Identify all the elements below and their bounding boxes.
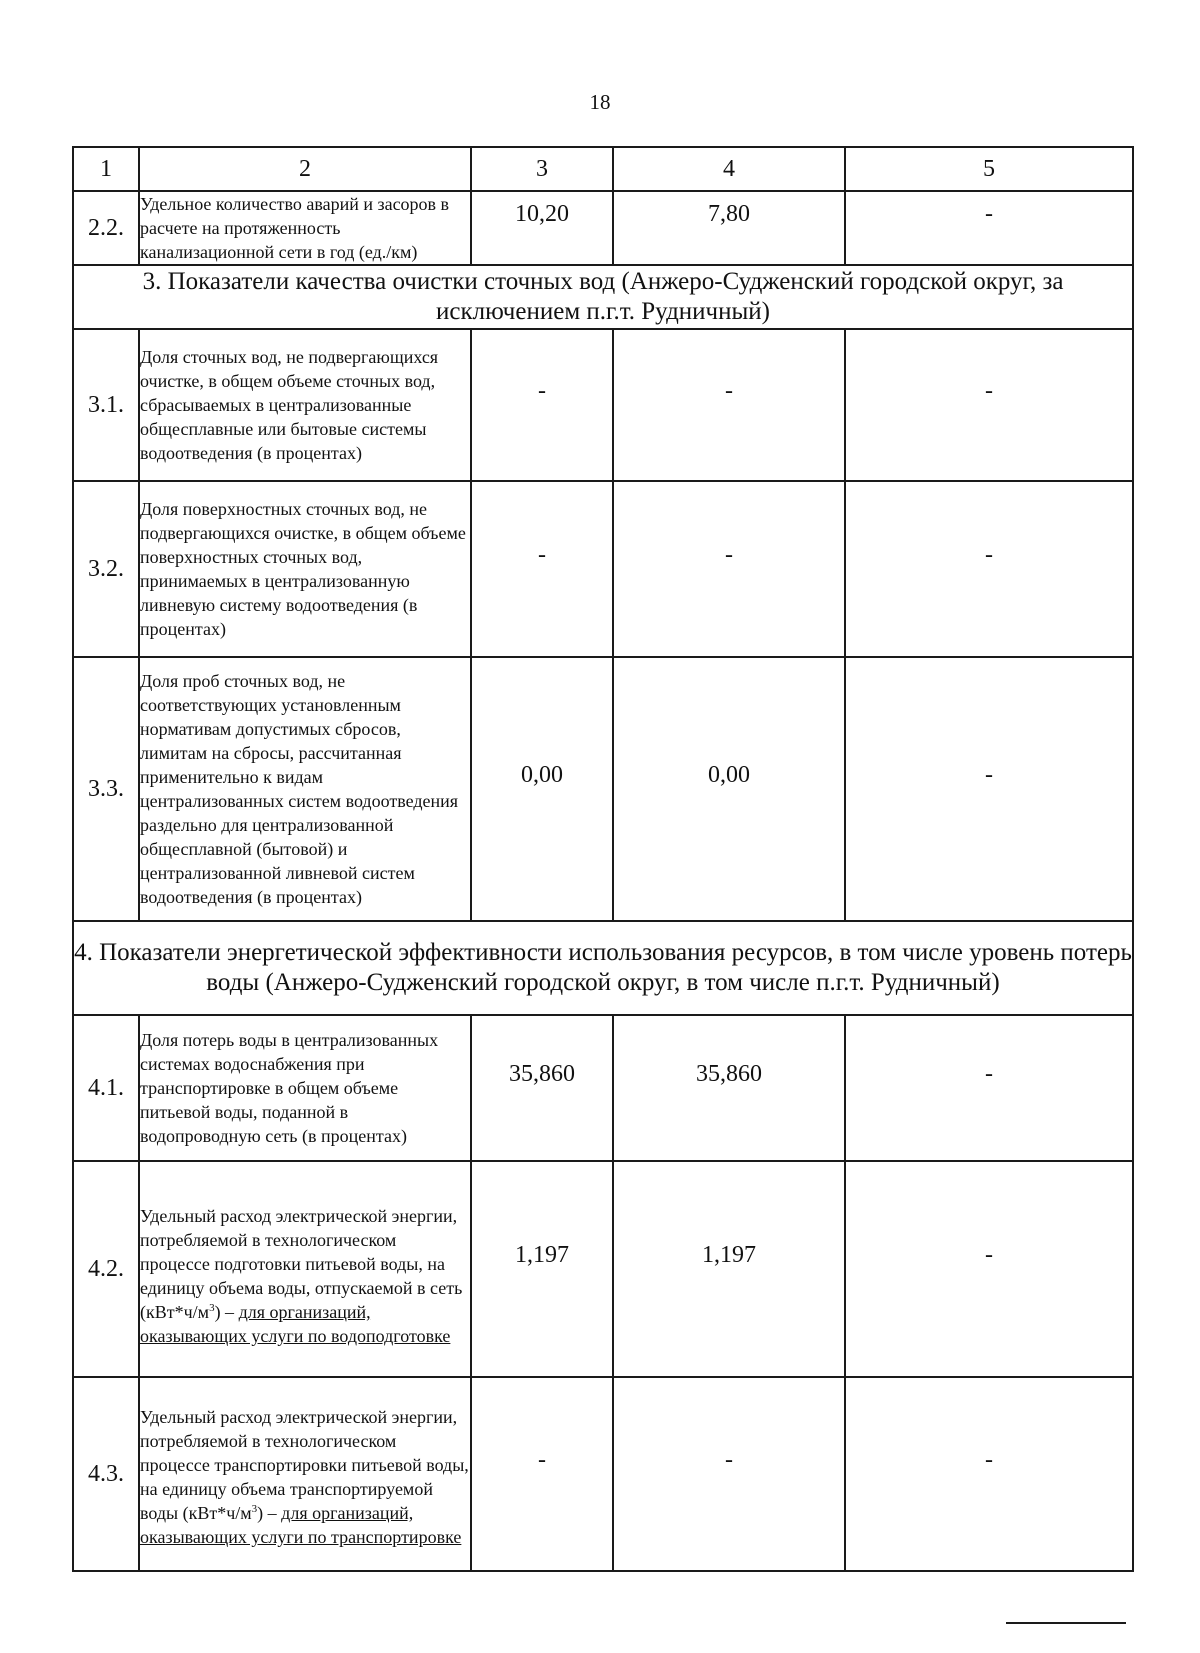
table-row: [73, 1015, 1133, 1161]
footer-divider: [1006, 1622, 1126, 1624]
table-row: [73, 1161, 1133, 1377]
indicators-table: [72, 146, 1134, 1572]
value-col3-text: 0,00: [521, 761, 563, 788]
column-header: 5: [845, 147, 1133, 191]
section-heading: 4. Показатели энергетической эффективности использования ресурсов, в том числе уровень потерь воды (Анжеро-Судженский городской округ, в том числе п.г.т. Рудничный): [73, 921, 1133, 1015]
table-row: [73, 329, 1133, 481]
value-col4: [613, 481, 845, 657]
indicator-text: Доля проб сточных вод, не соответствующих установленным нормативам допустимых сбросов, лимитам на сбросы, рассчитанная применительно к видам централизованных систем водоотведения раздельно для централизованной общесплавной (бытовой) и централизованной ливневой систем водоотведения (в процентах): [139, 657, 471, 921]
value-col4: [613, 1015, 845, 1161]
value-col3-text: 35,860: [509, 1060, 575, 1087]
value-col4: [613, 191, 845, 265]
value-col4-text: 1,197: [702, 1241, 756, 1268]
value-col4-text: -: [725, 377, 733, 404]
table-row: [73, 657, 1133, 921]
value-col3-text: -: [538, 541, 546, 568]
value-col5-text: -: [985, 200, 993, 227]
row-number: 2.2.: [73, 191, 139, 265]
value-col5-text: -: [985, 541, 993, 568]
table-header-row: [73, 147, 1133, 191]
row-number: 3.1.: [73, 329, 139, 481]
indicator-text: Доля потерь воды в централизованных системах водоснабжения при транспортировке в общем объеме питьевой воды, поданной в водопроводную сеть (в процентах): [139, 1015, 471, 1161]
value-col5-text: -: [985, 1241, 993, 1268]
section-row: [73, 921, 1133, 1015]
table-row: [73, 191, 1133, 265]
value-col3: [471, 657, 613, 921]
value-col4-text: -: [725, 541, 733, 568]
superscript-3: 3: [209, 1302, 215, 1314]
value-col4-text: 35,860: [696, 1060, 762, 1087]
table-row: [73, 1377, 1133, 1571]
value-col4: [613, 1161, 845, 1377]
value-col5: [845, 1015, 1133, 1161]
value-col3: [471, 481, 613, 657]
row-number: 3.3.: [73, 657, 139, 921]
column-header: 1: [73, 147, 139, 191]
value-col5-text: -: [985, 377, 993, 404]
row-number: 4.2.: [73, 1161, 139, 1377]
indicator-text-main: Удельный расход электрической энергии, потребляемой в технологическом процессе подготовки питьевой воды, на единицу объема воды, отпускаемой в сеть (кВт*ч/м: [140, 1206, 463, 1322]
value-col5-text: -: [985, 1446, 993, 1473]
value-col5: [845, 329, 1133, 481]
value-col3: [471, 1015, 613, 1161]
indicator-text: Доля сточных вод, не подвергающихся очистке, в общем объеме сточных вод, сбрасываемых в централизованные общесплавные или бытовые системы водоотведения (в процентах): [139, 329, 471, 481]
indicator-text: [139, 1377, 471, 1571]
section-row: [73, 265, 1133, 329]
table-row: [73, 481, 1133, 657]
value-col5-text: -: [985, 761, 993, 788]
indicator-text-after: ) –: [257, 1503, 282, 1523]
value-col3: [471, 191, 613, 265]
value-col4: [613, 1377, 845, 1571]
value-col4-text: 7,80: [708, 200, 750, 227]
indicator-text-underlined: для организаций, оказывающих услуги по водоподготовке: [140, 1302, 451, 1346]
indicator-text-main: Удельный расход электрической энергии, потребляемой в технологическом процессе транспортировки питьевой воды, на единицу объема транспортируемой воды (кВт*ч/м: [140, 1407, 469, 1523]
value-col3: [471, 1161, 613, 1377]
value-col3-text: 1,197: [515, 1241, 569, 1268]
superscript-3: 3: [251, 1503, 258, 1515]
value-col4-text: -: [725, 1446, 733, 1473]
indicator-text-after: ) –: [214, 1302, 239, 1322]
row-number: 3.2.: [73, 481, 139, 657]
value-col5: [845, 657, 1133, 921]
indicator-text: [139, 1161, 471, 1377]
indicator-text-underlined: для организаций, оказывающих услуги по транспортировке: [140, 1503, 462, 1547]
value-col5: [845, 481, 1133, 657]
value-col4: [613, 657, 845, 921]
value-col3: [471, 329, 613, 481]
value-col3: [471, 1377, 613, 1571]
column-header: 3: [471, 147, 613, 191]
value-col4-text: 0,00: [708, 761, 750, 788]
page-number: 18: [589, 90, 611, 114]
value-col3-text: -: [538, 1446, 546, 1473]
indicator-text: Удельное количество аварий и засоров в расчете на протяженность канализационной сети в год (ед./км): [139, 191, 471, 265]
indicator-text: Доля поверхностных сточных вод, не подвергающихся очистке, в общем объеме поверхностных сточных вод, принимаемых в централизованную ливневую систему водоотведения (в процентах): [139, 481, 471, 657]
value-col5: [845, 1377, 1133, 1571]
row-number: 4.3.: [73, 1377, 139, 1571]
value-col3-text: -: [538, 377, 546, 404]
column-header: 2: [139, 147, 471, 191]
column-header: 4: [613, 147, 845, 191]
value-col5: [845, 1161, 1133, 1377]
value-col3-text: 10,20: [515, 200, 569, 227]
value-col5: [845, 191, 1133, 265]
section-heading: 3. Показатели качества очистки сточных вод (Анжеро-Судженский городской округ, за исключением п.г.т. Рудничный): [73, 265, 1133, 329]
value-col5-text: -: [985, 1060, 993, 1087]
row-number: 4.1.: [73, 1015, 139, 1161]
value-col4: [613, 329, 845, 481]
